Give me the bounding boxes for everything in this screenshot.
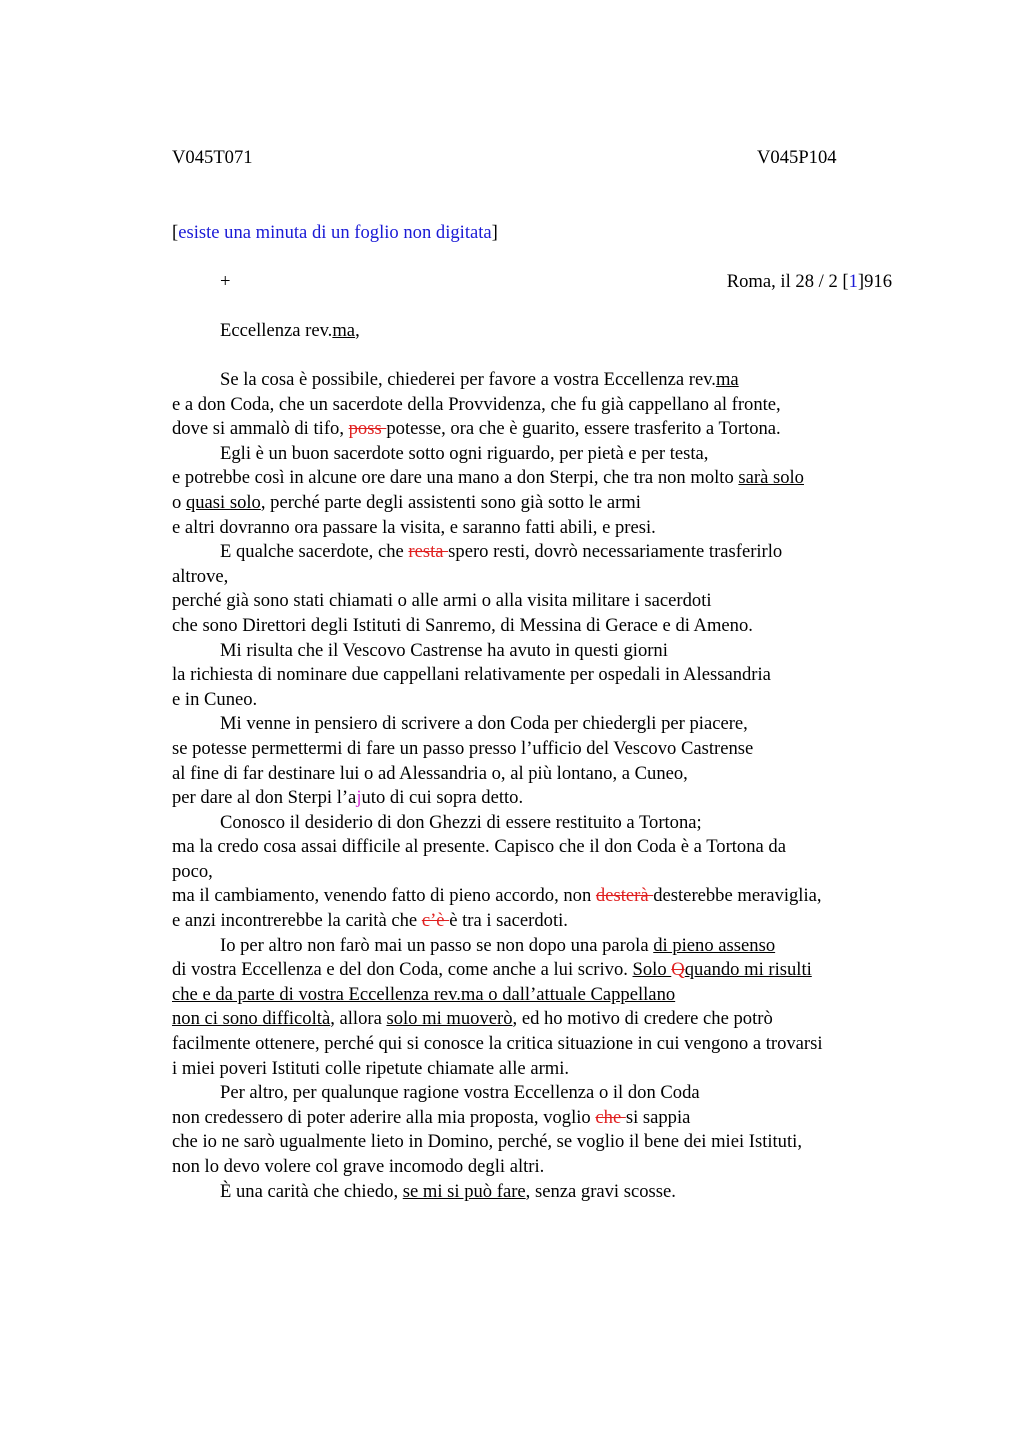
letter-line — [172, 835, 912, 860]
deleted-text: che — [595, 1106, 626, 1128]
letter-line — [172, 737, 912, 762]
underlined-text: solo mi muoverò — [386, 1008, 513, 1030]
letter-line — [172, 639, 912, 664]
line-text: al fine di far destinare lui o ad Alessandria o, al più lontano, a Cuneo, — [172, 762, 688, 784]
salutation-text: Eccellenza rev. — [220, 320, 333, 341]
note-close-bracket: ] — [491, 222, 498, 243]
editorial-note — [172, 224, 498, 243]
underlined-text: quasi solo — [185, 491, 261, 513]
letter-line — [172, 712, 912, 737]
deleted-text: desterà — [595, 885, 654, 907]
letter-line — [172, 688, 912, 713]
line-text: uto di cui sopra detto. — [361, 787, 524, 809]
line-text: i miei poveri Istituti colle ripetute chiamate alle armi. — [172, 1057, 570, 1079]
note-text: esiste una minuta di un foglio non digitata — [178, 222, 492, 243]
letter-line — [172, 466, 912, 491]
letter-body — [172, 368, 912, 1204]
letter-line — [172, 958, 912, 983]
document-code-left: V045T071 — [172, 147, 253, 168]
inserted-letter: j — [356, 787, 362, 809]
line-text: spero resti, dovrò necessariamente trasferirlo — [448, 541, 783, 563]
line-text: non lo devo volere col grave incomodo degli altri. — [172, 1156, 545, 1177]
letter-line — [172, 1032, 912, 1057]
line-text: non credessero di poter aderire alla mia proposta, voglio — [172, 1106, 596, 1128]
letter-line — [172, 1007, 912, 1032]
letter-line — [172, 884, 912, 909]
line-text: e in Cuneo. — [172, 688, 258, 710]
line-text: potesse, ora che è guarito, essere trasferito a Tortona. — [386, 418, 781, 440]
letter-line — [172, 1155, 912, 1180]
dateline-before: Roma, il 28 / 2 [ — [726, 271, 849, 292]
line-text: , ed ho motivo di credere che potrò — [512, 1008, 773, 1030]
line-text: altrove, — [172, 565, 229, 587]
letter-line — [172, 983, 912, 1008]
line-text: o — [172, 491, 186, 513]
salutation-punct: , — [355, 320, 360, 341]
line-text: e a don Coda, che un sacerdote della Provvidenza, che fu già cappellano al fronte, — [172, 393, 781, 415]
line-text: Se la cosa è possibile, chiederei per favore a vostra Eccellenza rev. — [220, 369, 716, 390]
line-text: Mi venne in pensiero di scrivere a don Coda per chiedergli per piacere, — [220, 713, 748, 735]
letter-line — [172, 1057, 912, 1082]
line-text: E qualche sacerdote, che — [220, 541, 409, 563]
underlined-text: che e da parte di vostra Eccellenza rev.ma o dall’attuale Cappellano — [172, 983, 676, 1005]
line-text: è tra i sacerdoti. — [449, 910, 568, 932]
letter-line — [172, 491, 912, 516]
line-text: dove si ammalò di tifo, — [172, 418, 349, 440]
underlined-text: Solo — [632, 959, 672, 981]
letter-line — [172, 1106, 912, 1131]
deleted-text: c’è — [421, 910, 450, 932]
line-text: che io ne sarò ugualmente lieto in Domino, perché, se voglio il bene dei miei Istituti, — [172, 1131, 802, 1153]
line-text: , perché parte degli assistenti sono già sotto le armi — [260, 491, 641, 513]
underlined-text: di pieno assenso — [653, 934, 776, 956]
deleted-text: resta — [408, 541, 449, 563]
letter-line — [172, 1081, 912, 1106]
line-text: di vostra Eccellenza e del don Coda, come anche a lui scrivo. — [172, 959, 633, 981]
line-text: e anzi incontrerebbe la carità che — [172, 910, 422, 932]
note-open-bracket: [ — [172, 222, 179, 243]
letter-line — [172, 762, 912, 787]
line-text: Egli è un buon sacerdote sotto ogni riguardo, per pietà e per testa, — [220, 442, 709, 464]
letter-line — [172, 860, 912, 885]
line-text: desterebbe meraviglia, — [653, 885, 822, 907]
line-text: Io per altro non farò mai un passo se non dopo una parola — [220, 934, 654, 956]
letter-line — [172, 368, 912, 393]
salutation — [220, 322, 360, 341]
letter-line — [172, 934, 912, 959]
line-text: , allora — [330, 1008, 387, 1030]
dateline-inserted-digit: 1 — [848, 271, 858, 292]
line-text: che sono Direttori degli Istituti di Sanremo, di Messina di Gerace e di Ameno. — [172, 614, 753, 636]
line-text: poco, — [172, 860, 213, 882]
underlined-text: non ci sono difficoltà — [172, 1008, 331, 1030]
letter-line — [172, 565, 912, 590]
underlined-text: quando mi risulti — [684, 959, 812, 981]
salutation-abbr: ma — [332, 320, 356, 341]
line-text: È una carità che chiedo, — [220, 1180, 403, 1202]
letter-line — [172, 614, 912, 639]
line-text: Per altro, per qualunque ragione vostra Eccellenza o il don Coda — [220, 1082, 700, 1104]
letter-line — [172, 540, 912, 565]
letter-line — [172, 663, 912, 688]
line-text: si sappia — [625, 1106, 691, 1128]
letter-line — [172, 811, 912, 836]
letter-line — [172, 909, 912, 934]
line-text: e altri dovranno ora passare la visita, e saranno fatti abili, e presi. — [172, 516, 656, 538]
letter-line — [172, 589, 912, 614]
line-text: se potesse permettermi di fare un passo presso l’ufficio del Vescovo Castrense — [172, 737, 754, 759]
letter-line — [172, 393, 912, 418]
underlined-text: ma — [715, 369, 739, 390]
underlined-text: se mi si può fare — [402, 1180, 526, 1202]
line-text: , senza gravi scosse. — [525, 1180, 676, 1202]
underlined-text: sarà solo — [738, 467, 804, 489]
line-text: perché già sono stati chiamati o alle armi o alla visita militare i sacerdoti — [172, 590, 712, 612]
line-text: facilmente ottenere, perché qui si conosce la critica situazione in cui vengono a trovarsi — [172, 1033, 823, 1055]
cross-symbol: + — [220, 271, 231, 292]
deleted-text: poss — [348, 418, 387, 440]
line-text: Conosco il desiderio di don Ghezzi di essere restituito a Tortona; — [220, 811, 702, 833]
line-text: e potrebbe così in alcune ore dare una mano a don Sterpi, che tra non molto — [172, 467, 739, 489]
deleted-text: Q — [671, 959, 685, 981]
letter-line — [172, 786, 912, 811]
line-text: ma la credo cosa assai difficile al presente. Capisco che il don Coda è a Tortona da — [172, 836, 786, 858]
letter-line — [172, 417, 912, 442]
letter-line — [172, 516, 912, 541]
line-text: per dare al don Sterpi l’a — [172, 787, 357, 809]
dateline — [727, 273, 892, 292]
letter-line — [172, 1130, 912, 1155]
line-text: ma il cambiamento, venendo fatto di pieno accordo, non — [172, 885, 596, 907]
letter-line — [172, 1180, 912, 1205]
letter-line — [172, 442, 912, 467]
document-code-right: V045P104 — [757, 147, 837, 168]
line-text: la richiesta di nominare due cappellani relativamente per ospedali in Alessandria — [172, 664, 771, 686]
line-text: Mi risulta che il Vescovo Castrense ha avuto in questi giorni — [220, 639, 668, 661]
dateline-after: ]916 — [857, 271, 892, 292]
